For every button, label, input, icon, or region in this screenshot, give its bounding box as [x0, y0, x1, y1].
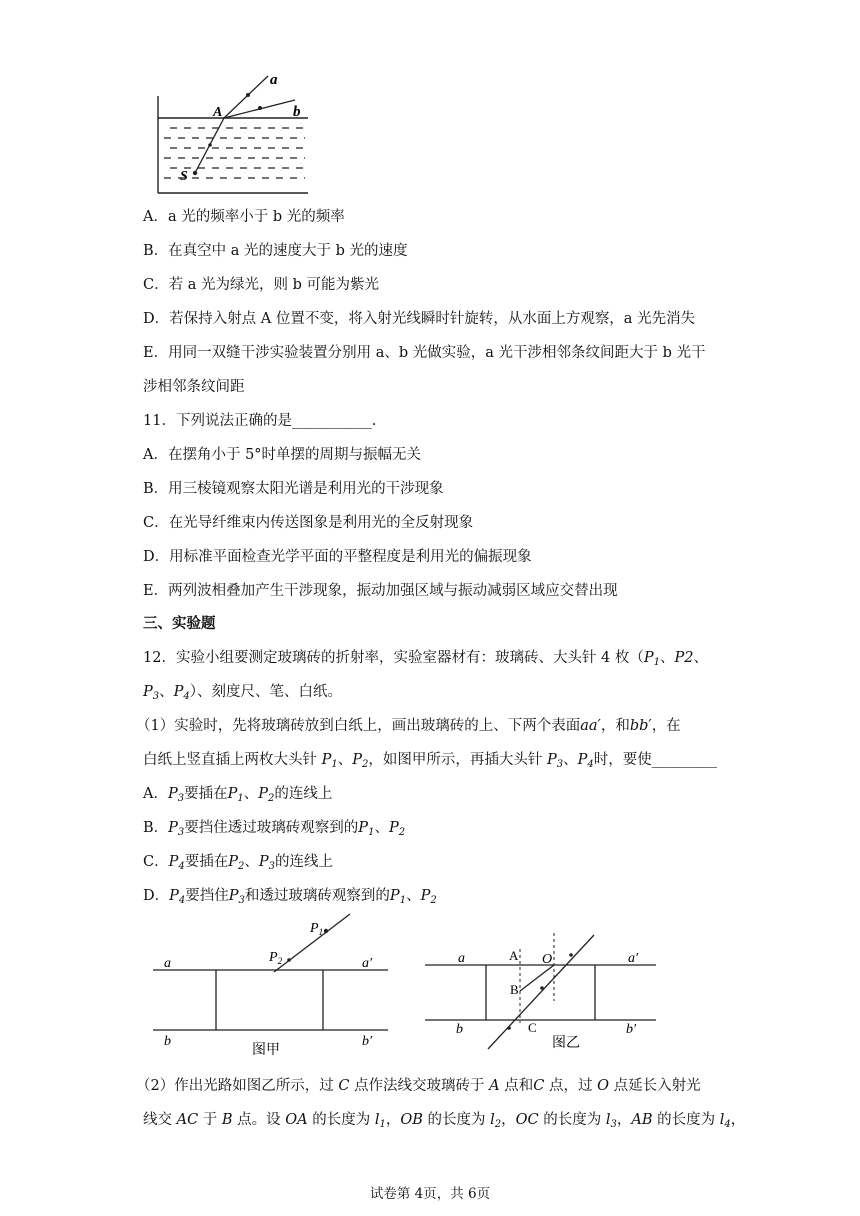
section-heading: 三、实验题 — [143, 615, 216, 632]
label-P1: $P_1$ — [310, 921, 324, 937]
q12-stem-1: 12．实验小组要测定玻璃砖的折射率，实验室器材有：玻璃砖、大头针 4 枚（$P_1$、P2、 — [143, 650, 709, 668]
label-C: C — [528, 1020, 537, 1035]
label-a: a — [164, 956, 171, 971]
q11-option-a: A．在摆角小于 5°时单摆的周期与振幅无关 — [143, 447, 422, 463]
caption-jia: 图甲 — [252, 1043, 280, 1058]
q12-option-a: A．$P_3$要插在$P_1$、$P_2$的连线上 — [143, 786, 333, 804]
caption-yi: 图乙 — [552, 1036, 580, 1051]
q10-option-e-cont: 涉相邻条纹间距 — [143, 379, 245, 395]
q11-option-b: B．用三棱镜观察太阳光谱是利用光的干涉现象 — [143, 481, 444, 497]
figure-yi — [420, 925, 670, 1055]
label-A: A — [509, 948, 519, 963]
q12-sub1-line1: （1）实验时，先将玻璃砖放到白纸上，画出玻璃砖的上、下两个表面aa′，和bb′，在 — [136, 718, 681, 734]
label-b: b — [164, 1034, 171, 1049]
q11-option-d: D．用标准平面检查光学平面的平整程度是利用光的偏振现象 — [143, 549, 532, 565]
q12-sub1-line2: 白纸上竖直插上两枚大头针 $P_1$、$P_2$，如图甲所示，再插大头针 $P_3$、$P_4$时，要使_________ — [143, 752, 718, 770]
q12-option-c: C．$P_4$要插在$P_2$、$P_3$的连线上 — [143, 854, 334, 872]
label-a: a — [458, 951, 465, 966]
q10-option-d: D．若保持入射点 A 位置不变，将入射光线瞬时针旋转，从水面上方观察，a 光先消失 — [143, 311, 696, 327]
label-b-prime: b′ — [626, 1022, 637, 1037]
q11-stem: 11．下列说法正确的是___________. — [143, 413, 377, 429]
q12-stem-2: $P_3$、$P_4$）、刻度尺、笔、白纸。 — [143, 684, 343, 702]
figure-jia — [150, 912, 400, 1062]
label-b: b — [293, 104, 301, 120]
label-a: a — [270, 72, 278, 88]
q10-option-e: E．用同一双缝干涉实验装置分别用 a、b 光做实验，a 光干涉相邻条纹间距大于 b 光干 — [143, 345, 706, 361]
label-S: S — [180, 169, 188, 184]
q10-option-c: C．若 a 光为绿光，则 b 可能为紫光 — [143, 277, 379, 293]
q11-option-e: E．两列波相叠加产生干涉现象，振动加强区域与振动减弱区域应交替出现 — [143, 583, 618, 599]
page-footer: 试卷第 4页，共 6页 — [369, 1186, 491, 1202]
label-a-prime: a′ — [362, 956, 373, 971]
q12-sub2-line1: （2）作出光路如图乙所示，过 C 点作法线交玻璃砖于 A 点和C 点，过 O 点延长入射光 — [136, 1078, 701, 1094]
q12-option-b: B．$P_3$要挡住透过玻璃砖观察到的$P_1$、$P_2$ — [143, 820, 406, 838]
q10-option-a: A．a 光的频率小于 b 光的频率 — [143, 209, 345, 225]
q10-option-b: B．在真空中 a 光的速度大于 b 光的速度 — [143, 243, 408, 259]
label-b: b — [456, 1022, 463, 1037]
refraction-figure — [150, 66, 320, 196]
label-a-prime: a′ — [628, 951, 639, 966]
label-O: O — [542, 952, 553, 967]
label-A: A — [213, 105, 223, 120]
q11-option-c: C．在光导纤维束内传送图象是利用光的全反射现象 — [143, 515, 474, 531]
q12-option-d: D．$P_4$要挡住$P_3$和透过玻璃砖观察到的$P_1$、$P_2$ — [143, 888, 437, 906]
q12-sub2-line2: 线交 AC 于 B 点。设 OA 的长度为 $l_1$，OB 的长度为 $l_2$，OC 的长度为 $l_3$，AB 的长度为 $l_4$， — [143, 1112, 746, 1130]
label-B: B — [510, 982, 519, 997]
label-b-prime: b′ — [362, 1034, 373, 1049]
label-P2: $P_2$ — [269, 950, 283, 966]
